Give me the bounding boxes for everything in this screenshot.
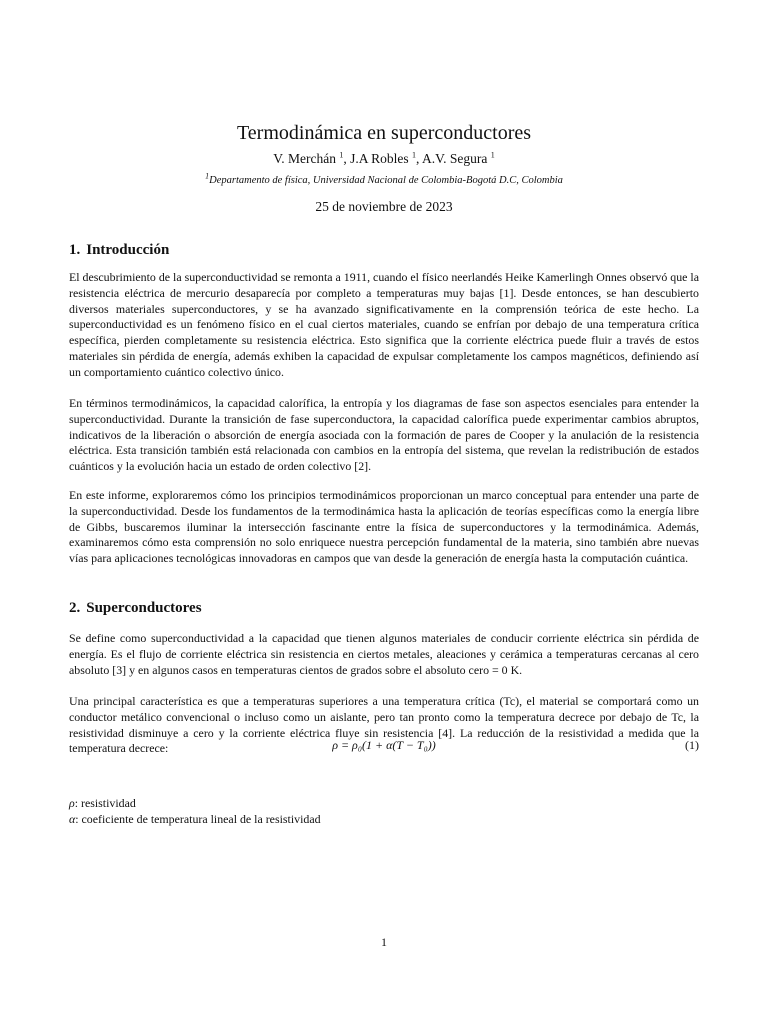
page-number: 1 — [381, 935, 387, 949]
paragraph: El descubrimiento de la superconductividad se remonta a 1911, cuando el físico neerlandés Heike Kamerlingh Onnes observó que la resistencia eléctrica de mercurio desaparecía por completo a temperaturas muy bajas [1]. Desde entonces, se han descubierto diversos materiales superconductores, y se ha avanzado significativamente en la comprensión teórica de este hecho. La superconductividad es un fenómeno físico en el cual ciertos materiales, cuando se enfrían por debajo de una temperatura crítica específica, pierden completamente su resistencia eléctrica. Esto significa que la corriente eléctrica puede fluir a través de estos materiales sin pérdida de energía, además exhiben la capacidad de expulsar completamente los campos magnéticos, definiendo así un comportamiento cuántico colectivo único. — [69, 270, 699, 379]
affiliation-mark: 1 — [205, 171, 210, 181]
author-list: V. Merchán $^1$, J.A Robles $^1$, A.V. Segura $^1$ — [273, 150, 495, 166]
variable-item — [69, 812, 699, 828]
variable-list — [69, 796, 699, 828]
variable-symbol: α — [69, 811, 76, 826]
section-heading-superconductores — [69, 600, 202, 617]
paper-title: Termodinámica en superconductores — [236, 122, 532, 144]
paper-date: 25 de noviembre de 2023 — [315, 199, 453, 214]
paragraph: Se define como superconductividad a la capacidad que tienen algunos materiales de conducir corriente eléctrica sin pérdida de energía. Es el flujo de corriente eléctrica sin resistencia en ciertos metales, aleaciones y cerámica a temperaturas cercanas al cero absoluto [3] y en algunos casos en temperaturas cientos de grados sobre el absoluto cero = 0 K. — [69, 631, 699, 677]
paragraph: En términos termodinámicos, la capacidad calorífica, la entropía y los diagramas de fase son aspectos esenciales para entender la superconductividad. Durante la transición de fase superconductora, la capacidad calorífica puede experimentar cambios abruptos, indicativos de la liberación o absorción de energía asociada con la formación de pares de Cooper y la anulación de la resistencia eléctrica. Esta transición también está relacionada con cambios en la entropía del sistema, que revelan la redistribución de estados cuánticos y la evolución hacia un estado de orden colectivo [2]. — [69, 396, 699, 474]
variable-description: : resistividad — [74, 796, 136, 810]
equation-number: (1) — [685, 738, 699, 752]
affiliation-text: Departamento de física, Universidad Nacional de Colombia-Bogotá D.C, Colombia — [209, 175, 563, 186]
section-title: Superconductores — [86, 600, 202, 616]
variable-item — [69, 796, 699, 812]
author-affil-mark: 1 — [339, 150, 344, 160]
section-number: 2. — [69, 600, 81, 616]
variable-description: : coeficiente de temperatura lineal de la resistividad — [75, 811, 321, 826]
affiliation — [69, 171, 699, 186]
variable-symbol: ρ — [69, 796, 75, 810]
author-affil-mark: 1 — [490, 150, 495, 160]
author-name: A.V. Segura — [422, 151, 488, 166]
section-title: Introducción — [86, 242, 170, 258]
paragraph: En este informe, exploraremos cómo los principios termodinámicos proporcionan un marco conceptual para entender una parte de la superconductividad. Desde los fundamentos de la termodinámica hasta la aplicación de teorías específicas como la energía libre de Gibbs, buscaremos iluminar la intersección fascinante entre la física de superconductores y la termodinámica. Además, examinaremos cómo esta comprensión no solo enriquece nuestra percepción fundamental de la materia, sino también abre nuevas vías para aplicaciones tecnológicas innovadoras en campos que van desde la generación de energía hasta la computación cuántica. — [69, 488, 699, 566]
section-heading-introduccion — [69, 242, 169, 259]
section-number: 1. — [69, 242, 81, 258]
author-name: V. Merchán — [273, 151, 336, 166]
author-name: J.A Robles — [350, 151, 409, 166]
equation — [69, 738, 699, 753]
equation-body: ρ = ρ₀(1 + α(T − T₀)) — [332, 738, 436, 752]
author-affil-mark: 1 — [411, 150, 416, 160]
paragraph: Una principal característica es que a temperaturas superiores a una temperatura crítica (Tc), el material se comportará como un conductor metálico convencional o incluso como un aislante, pero tan pronto como la temperatura decrece por debajo de Tc, la resistividad disminuye a cero y la corriente eléctrica fluye sin resistencia [4]. La reducción de la resistividad a medida que la temperatura decrece: — [69, 694, 699, 756]
